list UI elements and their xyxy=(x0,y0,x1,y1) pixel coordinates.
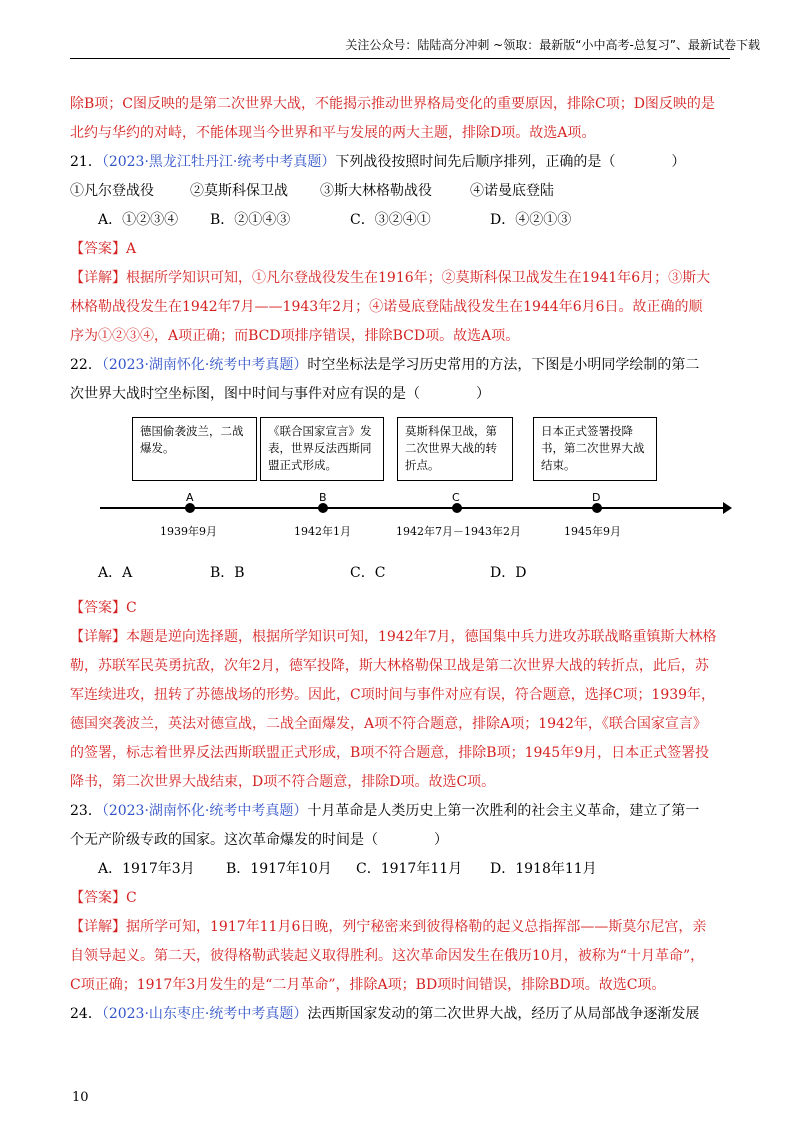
q22-detail-line: 德国突袭波兰，英法对德宣战，二战全面爆发，A项不符合题意，排除A项；1942年，《联合国家宣言》 xyxy=(70,716,707,732)
q22-source: （2023·湖南怀化·统考中考真题） xyxy=(101,357,308,373)
q21-detail-line: 林格勒战役发生在1942年7月——1943年2月；④诺曼底登陆战役发生在1944年6月6日。故正确的顺 xyxy=(70,299,703,315)
q23-options xyxy=(70,855,730,884)
q22-number: 22． xyxy=(70,357,102,373)
q21-number: 21． xyxy=(70,154,102,170)
ww2-timeline-figure xyxy=(70,411,730,545)
timeline-event-box-c: 莫斯科保卫战，第二次世界大战的转折点。 xyxy=(397,417,513,481)
q22-option-d: D．D xyxy=(490,565,527,581)
q21-stem xyxy=(70,148,730,177)
q21-option-b: B．②①④③ xyxy=(210,212,291,228)
q22-option-a: A．A xyxy=(98,565,133,581)
q23-stem xyxy=(70,797,730,826)
q20-tail-line1: 除B项；C图反映的是第二次世界大战，不能揭示推动世界格局变化的重要原因，排除C项；D图反映的是 xyxy=(70,96,715,112)
timeline-letter-d: D xyxy=(592,491,601,504)
q22-answer: 【答案】C xyxy=(70,600,137,616)
q24-stem xyxy=(70,1000,730,1029)
document-body xyxy=(70,90,730,1029)
q23-option-c: C．1917年11月 xyxy=(356,861,463,877)
q21-item: ④诺曼底登陆 xyxy=(470,183,554,199)
q24-number: 24． xyxy=(70,1006,102,1022)
q22-detail-line: 的签署，标志着世界反法西斯联盟正式形成，B项不符合题意，排除B项；1945年9月，日本正式签署投 xyxy=(70,745,710,761)
timeline-date-a: 1939年9月 xyxy=(160,525,217,538)
q21-item: ②莫斯科保卫战 xyxy=(190,183,288,199)
q23-stem-text: 十月革命是人类历史上第一次胜利的社会主义革命，建立了第一 xyxy=(307,803,700,819)
q22-stem-line2: 次世界大战时空坐标图，图中时间与事件对应有误的是（ ） xyxy=(70,386,490,402)
q24-source: （2023·山东枣庄·统考中考真题） xyxy=(101,1006,308,1022)
q23-stem-line2: 个无产阶级专政的国家。这次革命爆发的时间是（ ） xyxy=(70,832,448,848)
q23-detail-line: C项正确；1917年3月发生的是“二月革命”，排除A项；BD项时间错误，排除BD项。故选C项。 xyxy=(70,977,666,993)
timeline-date-b: 1942年1月 xyxy=(294,525,351,538)
q21-option-d: D．④②①③ xyxy=(490,212,572,228)
q22-option-c: C．C xyxy=(350,565,386,581)
q22-options xyxy=(70,559,730,588)
q21-detail-line: 序为①②③④，A项正确；而BCD项排序错误，排除BCD项。故选A项。 xyxy=(70,328,520,344)
q21-item: ①凡尔登战役 xyxy=(70,183,154,199)
q22-option-b: B．B xyxy=(210,565,245,581)
q21-answer: 【答案】A xyxy=(70,241,137,257)
q22-stem xyxy=(70,351,730,380)
timeline-event-box-b: 《联合国家宣言》发表，世界反法西斯同盟正式形成。 xyxy=(260,417,384,481)
q21-option-c: C．③②④① xyxy=(350,212,431,228)
q21-source: （2023·黑龙江牡丹江·统考中考真题） xyxy=(101,154,336,170)
q23-number: 23． xyxy=(70,803,102,819)
timeline-event-box-a: 德国偷袭波兰，二战爆发。 xyxy=(132,417,257,481)
timeline-date-d: 1945年9月 xyxy=(564,525,621,538)
q21-stem-text: 下列战役按照时间先后顺序排列，正确的是（ ） xyxy=(335,154,686,170)
q23-option-a: A．1917年3月 xyxy=(98,861,195,877)
q21-detail-line: 【详解】根据所学知识可知，①凡尔登战役发生在1916年；②莫斯科保卫战发生在1941年6月；③斯大 xyxy=(70,270,711,286)
q22-detail-line: 降书，第二次世界大战结束，D项不符合题意，排除D项。故选C项。 xyxy=(70,774,496,790)
q22-detail-line: 军连续进攻，扭转了苏德战场的形势。因此，C项时间与事件对应有误，符合题意，选择C项；1939年， xyxy=(70,687,716,703)
q23-answer: 【答案】C xyxy=(70,890,137,906)
q21-option-a: A．①②③④ xyxy=(98,212,179,228)
page-header: 关注公众号：陆陆高分冲刺 ~领取：最新版“小中高考-总复习”、最新试卷下载 xyxy=(345,38,760,52)
timeline-event-box-d: 日本正式签署投降书，第二次世界大战结束。 xyxy=(533,417,657,481)
timeline-letter-b: B xyxy=(319,491,327,504)
header-divider xyxy=(70,58,730,59)
q24-stem-text: 法西斯国家发动的第二次世界大战，经历了从局部战争逐渐发展 xyxy=(307,1006,700,1022)
q23-option-b: B．1917年10月 xyxy=(226,861,332,877)
q21-item: ③斯大林格勒战役 xyxy=(320,183,432,199)
q23-option-d: D．1918年11月 xyxy=(490,861,597,877)
q22-stem-text: 时空坐标法是学习历史常用的方法，下图是小明同学绘制的第二 xyxy=(307,357,700,373)
q20-tail-line2: 北约与华约的对峙，不能体现当今世界和平与发展的两大主题，排除D项。故选A项。 xyxy=(70,125,596,141)
q23-detail-line: 自领导起义。第二天，彼得格勒武装起义取得胜利。这次革命因发生在俄历10月，被称为“十月革命”， xyxy=(70,948,705,964)
timeline-arrow-head xyxy=(723,502,732,514)
timeline-letter-a: A xyxy=(186,491,194,504)
q22-detail-line: 勒，苏联军民英勇抗敌，次年2月，德军投降，斯大林格勒保卫战是第二次世界大战的转折点，此后，苏 xyxy=(70,658,709,674)
q21-items xyxy=(70,177,730,206)
q23-source: （2023·湖南怀化·统考中考真题） xyxy=(101,803,308,819)
q21-options xyxy=(70,206,730,235)
timeline-date-c: 1942年7月－1943年2月 xyxy=(396,525,521,538)
q22-detail-line: 【详解】本题是逆向选择题，根据所学知识可知，1942年7月，德国集中兵力进攻苏联战略重镇斯大林格 xyxy=(70,629,717,645)
timeline-letter-c: C xyxy=(452,491,460,504)
q23-detail-line: 【详解】据所学可知，1917年11月6日晚，列宁秘密来到彼得格勒的起义总指挥部——斯莫尔尼宫，亲 xyxy=(70,919,707,935)
page-number: 10 xyxy=(72,1090,89,1105)
